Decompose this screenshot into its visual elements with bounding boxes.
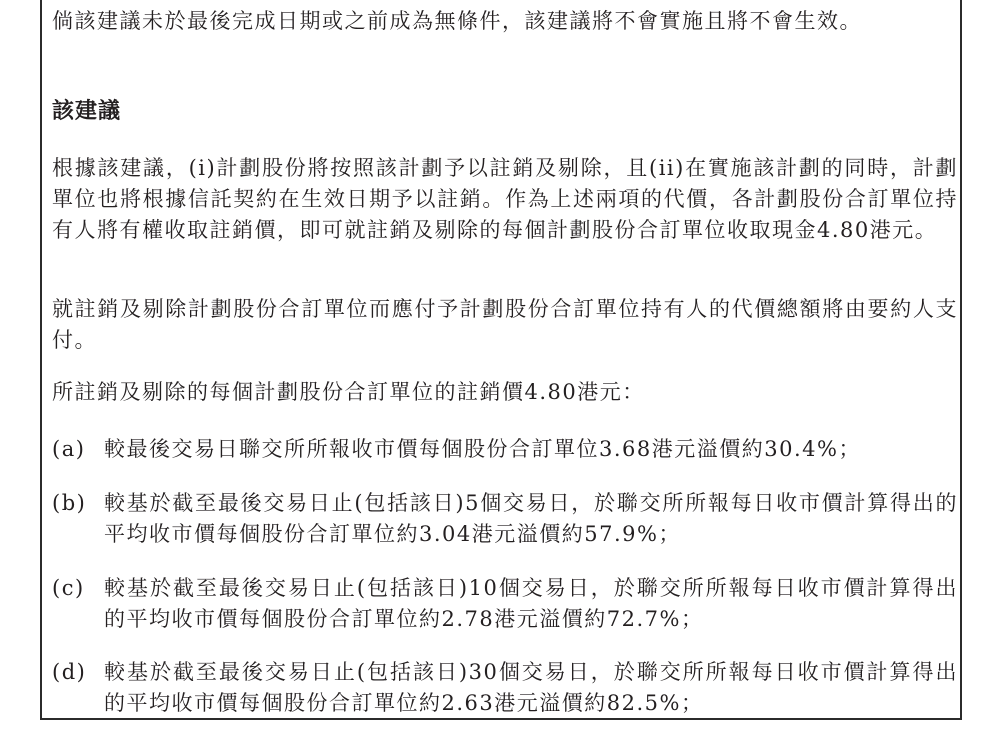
proposal-paragraph: 根據該建議，(i)計劃股份將按照該計劃予以註銷及剔除，且(ii)在實施該計劃的同時，計劃單位也將根據信託契約在生效日期予以註銷。作為上述兩項的代價，各計劃股份合訂單位持有人將有權收取註銷價，即可就註銷及剔除的每個計劃股份合訂單位收取現金4.80港元。 — [52, 156, 958, 242]
section-heading: 該建議 — [52, 98, 122, 124]
list-item-label: (c) — [52, 576, 85, 600]
cancellation-price-paragraph: 所註銷及剔除的每個計劃股份合訂單位的註銷價4.80港元： — [52, 380, 645, 404]
list-item-label: (b) — [52, 491, 87, 515]
list-item-text: 較基於截至最後交易日止(包括該日)5個交易日，於聯交所所報每日收市價計算得出的平均收市價每個股份合訂單位約3.04港元溢價約57.9%； — [104, 491, 958, 546]
intro-paragraph: 倘該建議未於最後完成日期或之前成為無條件，該建議將不會實施且將不會生效。 — [52, 9, 862, 33]
consideration-paragraph: 就註銷及剔除計劃股份合訂單位而應付予計劃股份合訂單位持有人的代價總額將由要約人支付。 — [52, 297, 958, 352]
list-item-text: 較基於截至最後交易日止(包括該日)10個交易日，於聯交所所報每日收市價計算得出的平均收市價每個股份合訂單位約2.78港元溢價約72.7%； — [104, 576, 958, 631]
list-item-text: 較最後交易日聯交所所報收市價每個股份合訂單位3.68港元溢價約30.4%； — [104, 437, 861, 461]
list-item-label: (d) — [52, 660, 87, 684]
list-item-label: (a) — [52, 437, 86, 461]
list-item-text: 較基於截至最後交易日止(包括該日)30個交易日，於聯交所所報每日收市價計算得出的平均收市價每個股份合訂單位約2.63港元溢價約82.5%； — [104, 660, 958, 715]
